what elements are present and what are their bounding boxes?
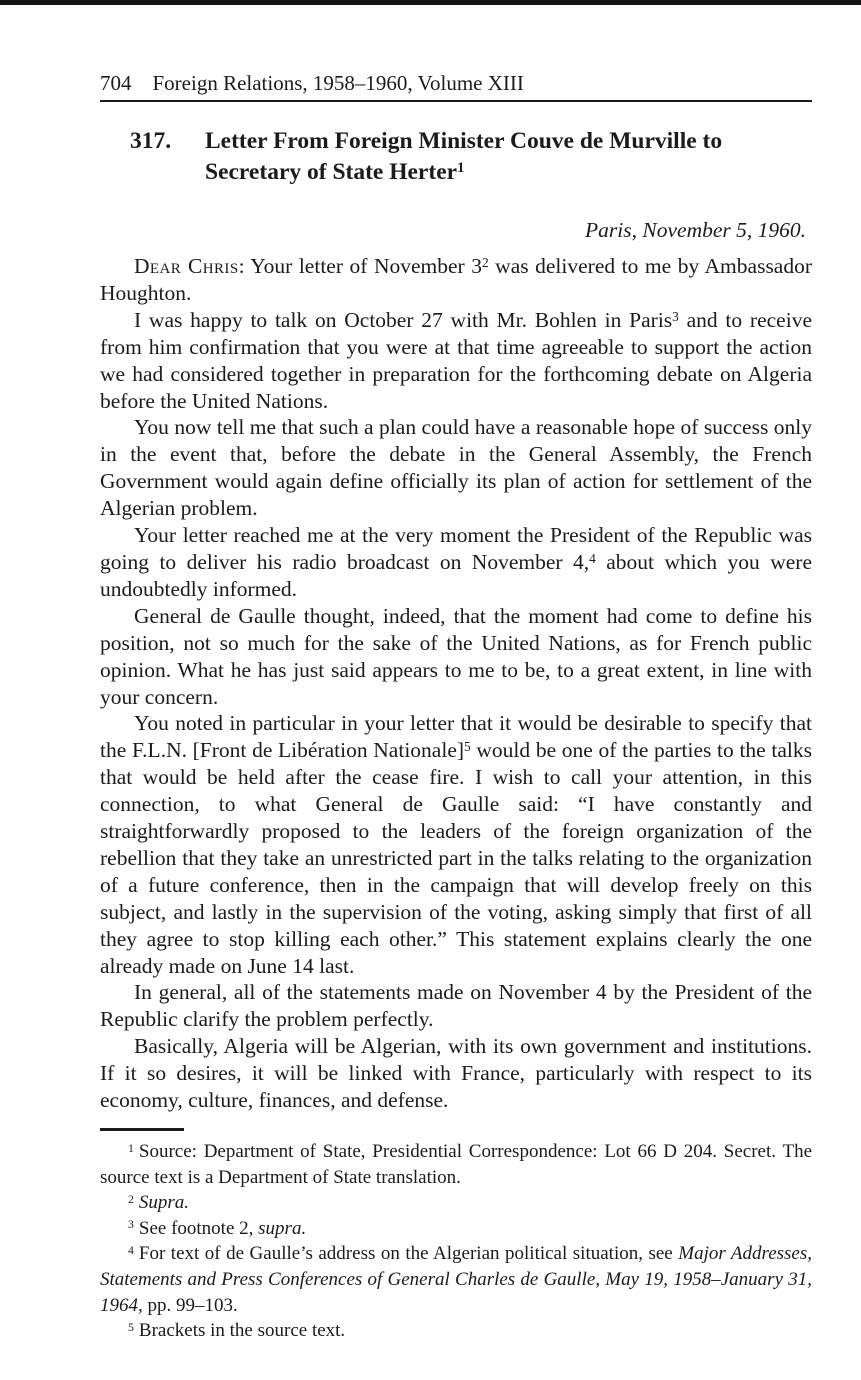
footnote-ref: 1 [128,1141,134,1155]
document-heading [130,126,770,187]
body-paragraph-5: General de Gaulle thought, indeed, that the moment had come to define his position, not so much for the sake of the United Nations, as for French public opinion. What he has just said appears to me to be, to a great extent, in line with your concern. [100,603,812,709]
body-paragraph-4: Your letter reached me at the very moment the President of the Republic was going to deliver his radio broadcast on November 4,$^4$ about which you were undoubtedly informed. [100,523,812,601]
body-paragraph-1: Dear Chris: Your letter of November $3^2$ was delivered to me by Ambassador Houghton. [100,254,813,305]
document-title: Letter From Foreign Minister Couve de Murville to Secretary of State Herter$^1$ [205,128,723,185]
document-number: 317. [130,128,172,154]
heading-footnote-ref: 1 [457,159,465,176]
footnote-5: $^5$ Brackets in the source text. [128,1320,346,1342]
footnote-ref: 5 [128,1320,134,1334]
footnote-ref: 2 [128,1192,134,1206]
scan-edge-bar [0,0,861,5]
footnote-ref: 4 [128,1244,134,1258]
body-paragraph-3: You now tell me that such a plan could have a reasonable hope of success only in the event that, before the debate in the General Assembly, the French Government would again define officially its plan of action for settlement of the Algerian problem. [100,415,812,521]
footnote-divider [100,1128,184,1131]
dateline: Paris, November 5, 1960. [585,218,806,242]
footnotes [100,1139,812,1344]
body-paragraph-2: I was happy to talk on October 27 with Mr. Bohlen in Paris$^3$ and to receive from him confirmation that you were at that time agreeable to support the action we had considered together in preparation for the forthcoming debate on Algeria before the United Nations. [100,307,812,413]
page-number: 704 [100,71,132,95]
running-head [100,71,812,102]
footnote-1: $^1$ Source: Department of State, Presidential Correspondence: Lot 66 D 204. Secret. The source text is a Department of State translation. [100,1141,812,1188]
footnote-4: $^4$ For text of de Gaulle’s address on the Algerian political situation, see Major Addresses, Statements and Press Conferences of General Charles de Gaulle, May 19, 1958–January 31, 1964, pp. 99–103. [100,1243,813,1316]
body-paragraph-7: In general, all of the statements made on November 4 by the President of the Republic clarify the problem perfectly. [100,980,812,1032]
body-paragraph-6: You noted in particular in your letter that it would be desirable to specify that the F.L.N. [Front de Libération Nationale]$^5$ would be one of the parties to the talks that would be held after the cease fire. I wish to call your attention, in this connection, to what General de Gaulle said: “I have constantly and straightforwardly proposed to the leaders of the foreign organization of the rebellion that they take an unrestricted part in the talks relating to the organization of a future conference, then in the campaign that will develop freely on this subject, and lastly in the supervision of the voting, asking simply that first of all they agree to stop killing each other.” This statement explains clearly the one already made on June 14 last. [100,711,812,978]
footnote-ref: 3 [128,1218,134,1232]
letter-body [100,253,812,1114]
body-paragraph-8: Basically, Algeria will be Algerian, with its own government and institutions. If it so desires, it will be linked with France, particularly with respect to its economy, culture, finances, and defense. [100,1034,812,1113]
footnote-2: $^2$ Supra. [128,1192,190,1214]
footnote-3: $^3$ See footnote 2, supra. [128,1217,307,1239]
volume-title: Foreign Relations, 1958–1960, Volume XIII [152,71,524,95]
